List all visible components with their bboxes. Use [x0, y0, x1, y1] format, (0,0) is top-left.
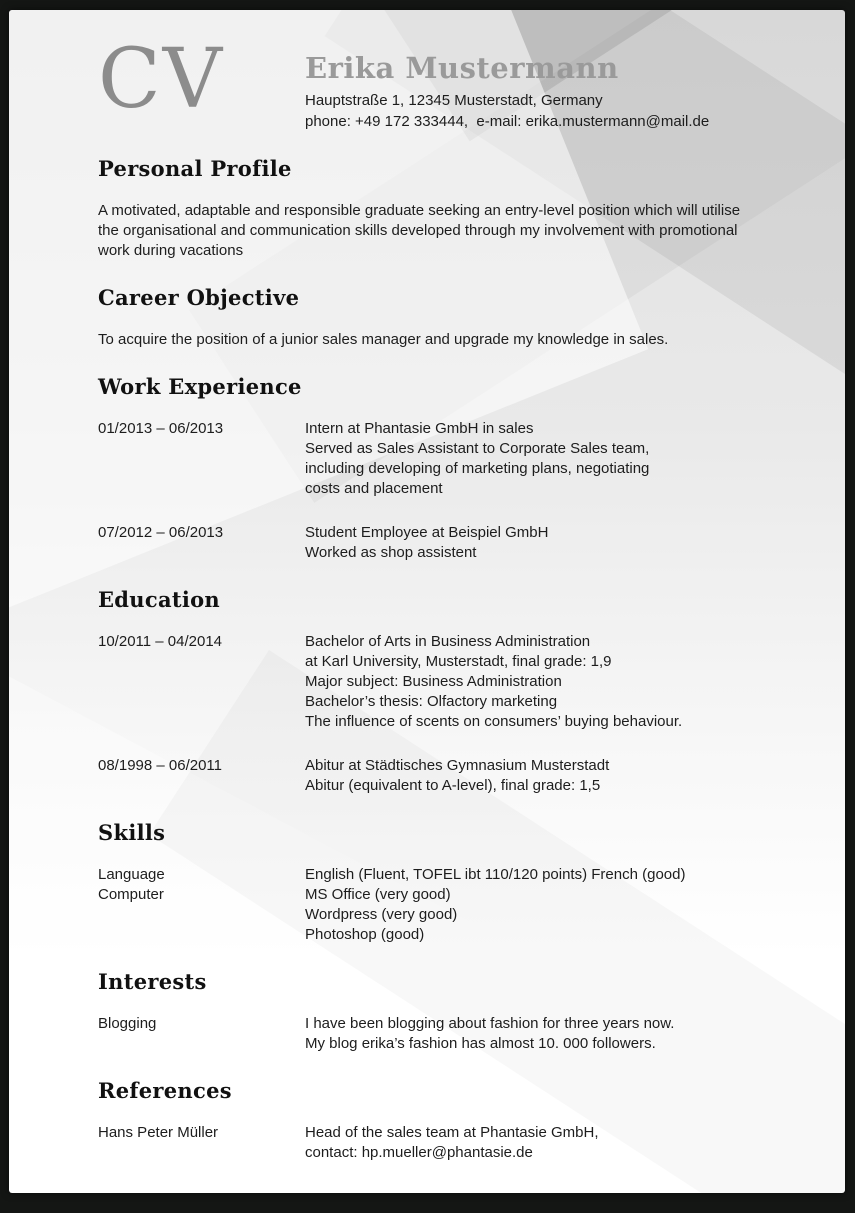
references-heading: References: [98, 1078, 232, 1103]
detail-line: English (Fluent, TOFEL ibt 110/120 points) French (good): [305, 866, 686, 883]
date-range: 10/2011 – 04/2014: [98, 633, 223, 650]
date-range: 07/2012 – 06/2013: [98, 524, 224, 541]
detail-line: at Karl University, Musterstadt, final grade: 1,9: [305, 653, 612, 670]
detail-line: I have been blogging about fashion for three years now.: [305, 1015, 675, 1032]
cv-header: [98, 32, 785, 132]
reference-details: [305, 1123, 785, 1163]
detail-line: Wordpress (very good): [305, 906, 458, 923]
work-experience-heading: Work Experience: [98, 374, 302, 399]
personal-profile-heading: Personal Profile: [98, 156, 292, 181]
references-row: [98, 1123, 785, 1163]
section-interests: [98, 969, 785, 1054]
career-objective-text: To acquire the position of a junior sales manager and upgrade my knowledge in sales.: [98, 331, 669, 348]
detail-line: Bachelor of Arts in Business Administration: [305, 633, 591, 650]
detail-line: Intern at Phantasie GmbH in sales: [305, 420, 534, 437]
detail-line: Photoshop (good): [305, 926, 425, 943]
interests-details: [305, 1014, 785, 1054]
interest-label: Blogging: [98, 1015, 157, 1032]
detail-line: Bachelor’s thesis: Olfactory marketing: [305, 693, 558, 710]
detail-line: costs and placement: [305, 480, 443, 497]
detail-line: Served as Sales Assistant to Corporate Sales team,: [305, 440, 650, 457]
detail-line: Abitur (equivalent to A-level), final grade: 1,5: [305, 777, 601, 794]
date-range: 08/1998 – 06/2011: [98, 757, 223, 774]
section-skills: [98, 820, 785, 945]
work-entry-details: [305, 523, 785, 563]
cv-page: [9, 10, 845, 1193]
detail-line: The influence of scents on consumers’ buying behaviour.: [305, 713, 683, 730]
interests-heading: Interests: [98, 969, 207, 994]
person-name: Erika Mustermann: [305, 51, 619, 85]
reference-name: Hans Peter Müller: [98, 1124, 219, 1141]
section-education: [98, 587, 785, 796]
detail-line: Worked as shop assistent: [305, 544, 477, 561]
identity-block: [305, 40, 709, 132]
section-work-experience: [98, 374, 785, 563]
date-range: 01/2013 – 06/2013: [98, 420, 224, 437]
interests-row: [98, 1014, 785, 1054]
skill-category-label: Language: [98, 866, 165, 883]
work-entry: [98, 419, 785, 499]
detail-line: MS Office (very good): [305, 886, 451, 903]
personal-profile-text: A motivated, adaptable and responsible graduate seeking an entry-level position which will utilise the organisational and communication skills developed through my involvement with promotional work during vacations: [98, 202, 741, 259]
address-line: Hauptstraße 1, 12345 Musterstadt, Germany: [305, 92, 603, 109]
detail-line: Student Employee at Beispiel GmbH: [305, 524, 549, 541]
detail-line: Head of the sales team at Phantasie GmbH,: [305, 1124, 599, 1141]
education-entry: [98, 632, 785, 732]
skills-details: [305, 865, 785, 945]
education-entry-details: [305, 632, 785, 732]
detail-line: including developing of marketing plans, negotiating: [305, 460, 650, 477]
cv-content: [9, 10, 845, 1163]
detail-line: Abitur at Städtisches Gymnasium Musterstadt: [305, 757, 610, 774]
work-entry: [98, 523, 785, 563]
skill-category-label: Computer: [98, 886, 164, 903]
detail-line: contact: hp.mueller@phantasie.de: [305, 1144, 533, 1161]
section-personal-profile: [98, 156, 785, 261]
skill-category-labels: [98, 865, 305, 945]
cv-logo-text: CV: [98, 32, 224, 127]
section-career-objective: [98, 285, 785, 350]
phone-email-line: phone: +49 172 333444, e-mail: erika.mustermann@mail.de: [305, 113, 710, 130]
education-entry: [98, 756, 785, 796]
detail-line: Major subject: Business Administration: [305, 673, 562, 690]
education-heading: Education: [98, 587, 221, 612]
education-entry-details: [305, 756, 785, 796]
detail-line: My blog erika’s fashion has almost 10. 000 followers.: [305, 1035, 656, 1052]
section-references: [98, 1078, 785, 1163]
work-entry-details: [305, 419, 785, 499]
skills-row: [98, 865, 785, 945]
skills-heading: Skills: [98, 820, 166, 845]
career-objective-heading: Career Objective: [98, 285, 300, 310]
